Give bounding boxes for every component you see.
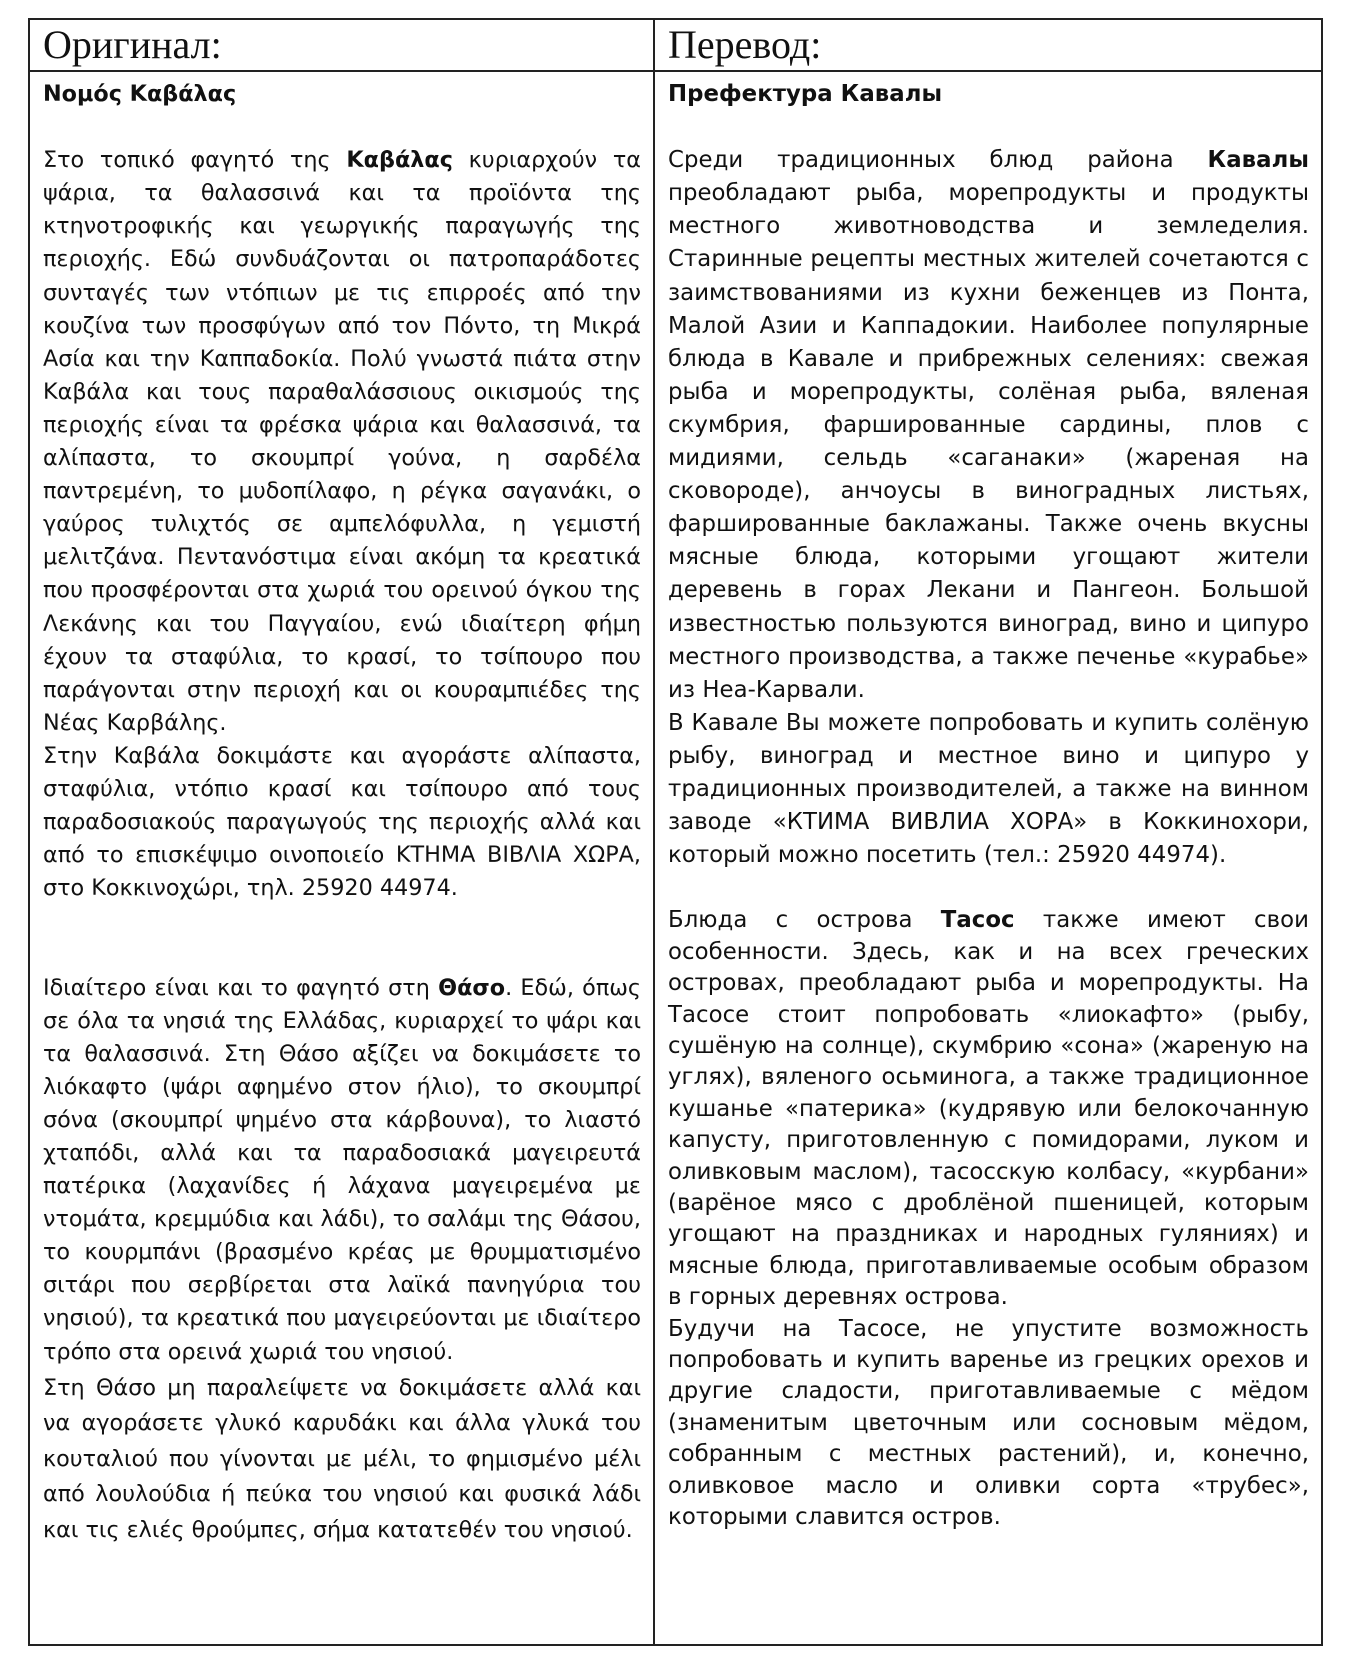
original-header: Оригинал: [30, 20, 653, 72]
translation-body [655, 72, 1321, 1533]
translation-column [655, 20, 1321, 1644]
translation-header: Перевод: [655, 20, 1321, 72]
translation-paragraph-4: Будучи на Тасосе, не упустите возможность попробовать и купить варенье из грецких орехов и другие сладости, приготавливаемые с мёдом (знаменитым цветочным или сосновым мёдом, собранным с местных растений), и, конечно, оливковое масло и оливки сорта «трубес», которыми славится остров. [668, 1315, 1309, 1531]
original-paragraph-4: Στη Θάσο μη παραλείψετε να δοκιμάσετε αλλά και να αγοράσετε γλυκό καρυδάκι και άλλα γλυκά του κουταλιού που γίνονται με μέλι, το φημισμένο μέλι από λουλούδια ή πεύκα του νησιού και φυσικά λάδι και τις ελιές θρούμπες, σήμα κατατεθέν του νησιού. [43, 1374, 641, 1543]
translation-table [28, 18, 1323, 1646]
original-kavala-bold: Καβάλας [346, 147, 453, 174]
original-title: Νομός Καβάλας [43, 81, 237, 107]
translation-paragraph-3: Блюда с острова Тасос также имеют свои особенности. Здесь, как и на всех греческих островах, преобладают рыба и морепродукты. На Тасосе стоит попробовать «лиокафто» (рыбу, сушёную на солнце), скумбрию «сона» (жареную на углях), вяленого осьминога, а также традиционное кушанье «патерика» (кудрявую или белокочанную капусту, приготовленную с помидорами, луком и оливковым маслом), тасосскую колбасу, «курбани» (варёное мясо с дроблёной пшеницей, которым угощают на праздниках и народных гуляниях) и мясные блюда, приготавливаемые особым образом в горных деревнях острова. [668, 907, 1309, 1311]
translation-thasos-bold: Тасос [940, 907, 1015, 934]
original-paragraph-3: Ιδιαίτερο είναι και το φαγητό στη Θάσο. Εδώ, όπως σε όλα τα νησιά της Ελλάδας, κυριαρχεί το ψάρι και τα θαλασσινά. Στη Θάσο αξίζει να δοκιμάσετε το λιόκαφτο (ψάρι αφημένο στον ήλιο), το σκουμπρί σόνα (σκουμπρί ψημένο στα κάρβουνα), το λιαστό χταπόδι, αλλά και τα παραδοσιακά μαγειρευτά πατέρικα (λαχανίδες ή λάχανα μαγειρεμένα με ντομάτα, κρεμμύδια και λάδι), το σαλάμι της Θάσου, το κουρμπάνι (βρασμένο κρέας με θρυμματισμένο σιτάρι που σερβίρεται στα λαϊκά πανηγύρια του νησιού), τα κρεατικά που μαγειρεύονται με ιδιαίτερο τρόπο στα ορεινά χωριά του νησιού. [43, 974, 642, 1365]
translation-kavala-bold: Кавалы [1207, 147, 1309, 174]
original-paragraph-1: Στο τοπικό φαγητό της Καβάλας κυριαρχούν τα ψάρια, τα θαλασσινά και τα προϊόντα της κτηνοτροφικής και γεωργικής παραγωγής της περιοχής. Εδώ συνδυάζονται οι πατροπαράδοτες συνταγές των ντόπιων με τις επιρροές από την κουζίνα των προσφύγων από τον Πόντο, τη Μικρά Ασία και την Καππαδοκία. Πολύ γνωστά πιάτα στην Καβάλα και τους παραθαλάσσιους οικισμούς της περιοχής είναι τα φρέσκα ψάρια και θαλασσινά, τα αλίπαστα, το σκουμπρί γούνα, η σαρδέλα παντρεμένη, το μυδοπίλαφο, η ρέγκα σαγανάκι, ο γαύρος τυλιχτός σε αμπελόφυλλα, η γεμιστή μελιτζάνα. Πεντανόστιμα είναι ακόμη τα κρεατικά που προσφέρονται στα χωριά του ορεινού όγκου της Λεκάνης και του Παγγαίου, ενώ ιδιαίτερη φήμη έχουν τα σταφύλια, το κρασί, το τσίπουρο που παράγονται στην περιοχή και οι κουραμπιέδες της Νέας Καρβάλης. [43, 147, 641, 736]
translation-paragraph-2: В Кавале Вы можете попробовать и купить солёную рыбу, виноград и местное вино и ципуро у традиционных производителей, а также на винном заводе «КТИМА ВИВЛИА ХОРА» в Коккинохори, который можно посетить (тел.: 25920 44974). [668, 709, 1309, 869]
original-body [30, 72, 653, 1548]
original-thasos-bold: Θάσο [438, 974, 506, 1001]
translation-paragraph-1: Среди традиционных блюд района Кавалы преобладают рыба, морепродукты и продукты местного животноводства и земледелия. Старинные рецепты местных жителей сочетаются с заимствованиями из кухни беженцев из Понта, Малой Азии и Каппадокии. Наиболее популярные блюда в Кавале и прибрежных селениях: свежая рыба и морепродукты, солёная рыба, вяленая скумбрия, фаршированные сардины, плов с мидиями, сельдь «саганаки» (жареная на сковороде), анчоусы в виноградных листьях, фаршированные баклажаны. Также очень вкусны мясные блюда, которыми угощают жители деревень в горах Лекани и Пангеон. Большой известностью пользуются виноград, вино и ципуро местного производства, а также печенье «курабье» из Неа-Карвали. [668, 147, 1309, 703]
translation-title: Префектура Кавалы [668, 81, 943, 107]
original-column [30, 20, 655, 1644]
original-paragraph-2: Στην Καβάλα δοκιμάστε και αγοράστε αλίπαστα, σταφύλια, ντόπιο κρασί και τσίπουρο από τους παραδοσιακούς παραγωγούς της περιοχής αλλά και από το επισκέψιμο οινοποιείο ΚΤΗΜΑ ΒΙΒΛΙΑ ΧΩΡΑ, στο Κοκκινοχώρι, τηλ. 25920 44974. [43, 742, 641, 902]
